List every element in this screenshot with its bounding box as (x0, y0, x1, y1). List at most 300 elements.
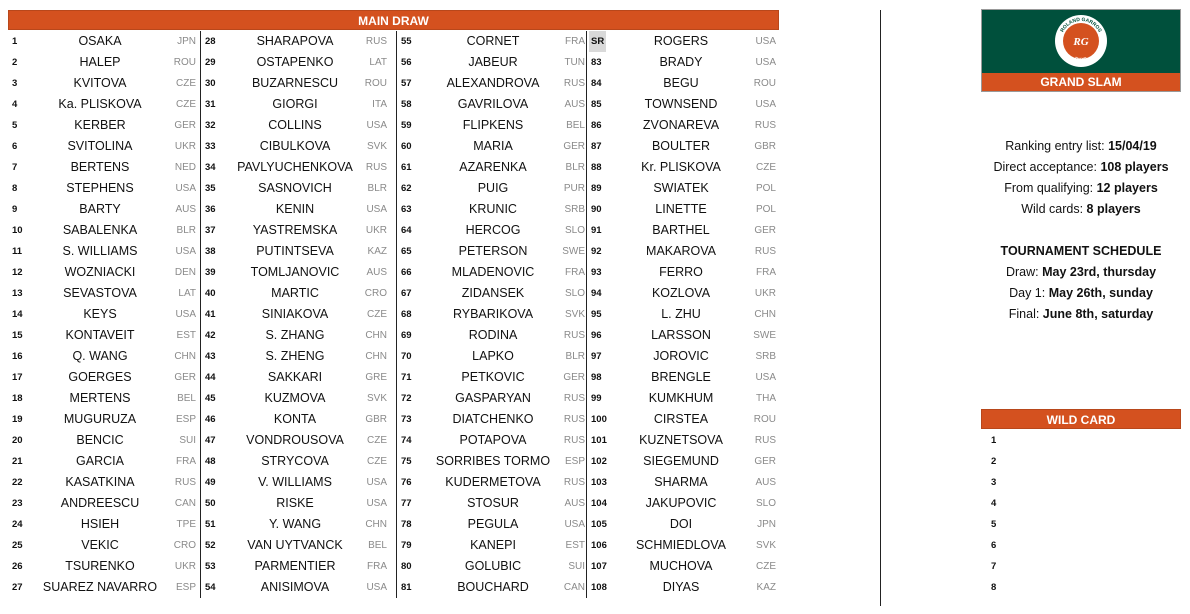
player-name: DIYAS (662, 580, 700, 594)
player-name: PETKOVIC (461, 370, 525, 384)
draw-row (587, 178, 780, 199)
player-country: GER (174, 372, 196, 383)
draw-number: 68 (401, 309, 412, 320)
player-country: SRB (755, 351, 776, 362)
draw-number: 106 (591, 540, 607, 551)
player-country: GER (754, 456, 776, 467)
draw-row (201, 199, 397, 220)
player-name: SEVASTOVA (63, 286, 137, 300)
player-name: RODINA (468, 328, 518, 342)
draw-row (587, 73, 780, 94)
player-name: KUDERMETOVA (445, 475, 541, 489)
player-country: ITA (372, 99, 387, 110)
player-country: POL (755, 204, 776, 215)
player-name: YASTREMSKA (252, 223, 338, 237)
player-name: MUGURUZA (63, 412, 137, 426)
player-name: SVITOLINA (67, 139, 133, 153)
draw-row (201, 262, 397, 283)
draw-row (397, 409, 587, 430)
player-name: PEGULA (467, 517, 519, 531)
player-country: SVK (366, 393, 387, 404)
draw-row (8, 388, 200, 409)
draw-number: 73 (401, 414, 412, 425)
draw-row (587, 220, 780, 241)
draw-number: 91 (591, 225, 602, 236)
draw-number: 45 (205, 393, 216, 404)
draw-row (587, 304, 780, 325)
draw-number: 23 (12, 498, 23, 509)
draw-number: 59 (401, 120, 412, 131)
draw-number: 38 (205, 246, 216, 257)
draw-number: 48 (205, 456, 216, 467)
draw-number: 1 (12, 36, 18, 47)
ranking-entry (981, 136, 1181, 157)
player-name: SINIAKOVA (261, 307, 329, 321)
player-name: V. WILLIAMS (258, 475, 332, 489)
draw-row (397, 367, 587, 388)
draw-row (587, 262, 780, 283)
player-country: ESP (175, 582, 196, 593)
player-country: GER (754, 225, 776, 236)
wild-cards-count (981, 199, 1181, 220)
draw-number: 81 (401, 582, 412, 593)
player-name: S. WILLIAMS (62, 244, 138, 258)
draw-number: 12 (12, 267, 23, 278)
draw-number: 27 (12, 582, 23, 593)
player-name: S. ZHENG (265, 349, 325, 363)
player-country: SWE (753, 330, 776, 341)
draw-number: 70 (401, 351, 412, 362)
draw-row (8, 472, 200, 493)
draw-number: 93 (591, 267, 602, 278)
player-name: MARTIC (271, 286, 319, 300)
draw-number: 77 (401, 498, 412, 509)
draw-row (397, 514, 587, 535)
draw-number: 66 (401, 267, 412, 278)
wild-card-slot: 1 (991, 435, 997, 446)
player-name: KRUNIC (469, 202, 517, 216)
draw-label: Draw: (1005, 265, 1043, 279)
draw-row (397, 52, 587, 73)
player-country: SVK (366, 141, 387, 152)
player-country: CHN (174, 351, 196, 362)
draw-number: 107 (591, 561, 607, 572)
player-name: DOI (669, 517, 693, 531)
draw-number: 76 (401, 477, 412, 488)
draw-number: 103 (591, 477, 607, 488)
draw-row (587, 409, 780, 430)
draw-row (587, 556, 780, 577)
draw-number: 60 (401, 141, 412, 152)
draw-row (201, 220, 397, 241)
draw-column-4 (586, 31, 780, 598)
player-country: CHN (754, 309, 776, 320)
draw-row (201, 178, 397, 199)
player-name: L. ZHU (661, 307, 701, 321)
draw-row (201, 283, 397, 304)
draw-row (587, 241, 780, 262)
player-name: ALEXANDROVA (446, 76, 540, 90)
player-country: TUN (564, 57, 585, 68)
player-country: USA (755, 372, 776, 383)
player-country: BEL (368, 540, 387, 551)
player-name: KVITOVA (73, 76, 127, 90)
player-name: FERRO (659, 265, 703, 279)
player-name: KUZNETSOVA (639, 433, 723, 447)
draw-row (587, 577, 780, 598)
draw-number: 19 (12, 414, 23, 425)
player-name: SUAREZ NAVARRO (42, 580, 158, 594)
wild-card-slot: 8 (991, 582, 997, 593)
draw-row (201, 325, 397, 346)
draw-number: 50 (205, 498, 216, 509)
draw-number: 52 (205, 540, 216, 551)
draw-row (201, 157, 397, 178)
draw-number: 54 (205, 582, 216, 593)
draw-row (587, 451, 780, 472)
player-name: SHARAPOVA (256, 34, 334, 48)
draw-row (201, 472, 397, 493)
draw-number: 7 (12, 162, 18, 173)
draw-number: 39 (205, 267, 216, 278)
player-name: Y. WANG (268, 517, 322, 531)
player-country: USA (366, 582, 387, 593)
draw-number: 24 (12, 519, 23, 530)
draw-number: 75 (401, 456, 412, 467)
schedule-title: TOURNAMENT SCHEDULE (1000, 244, 1162, 258)
draw-number: 98 (591, 372, 602, 383)
draw-row (587, 94, 780, 115)
draw-number: 104 (591, 498, 607, 509)
draw-row (8, 367, 200, 388)
draw-row (201, 430, 397, 451)
player-country: BLR (565, 351, 585, 362)
wild-card-list (981, 430, 1181, 598)
player-country: EST (176, 330, 196, 341)
player-country: CZE (756, 162, 776, 173)
draw-number: 72 (401, 393, 412, 404)
draw-row (8, 430, 200, 451)
draw-row (201, 31, 397, 52)
player-name: BOULTER (651, 139, 711, 153)
draw-row (8, 346, 200, 367)
draw-column-3 (396, 31, 587, 598)
player-country: USA (564, 519, 585, 530)
player-country: THA (756, 393, 776, 404)
draw-row (587, 514, 780, 535)
draw-row (8, 241, 200, 262)
player-name: HERCOG (465, 223, 521, 237)
player-country: JPN (757, 519, 776, 530)
draw-row (397, 94, 587, 115)
player-name: KENIN (275, 202, 315, 216)
player-country: BLR (565, 162, 585, 173)
player-country: USA (175, 309, 196, 320)
ranking-label: Ranking entry list: (1005, 139, 1109, 153)
player-country: SVK (564, 309, 585, 320)
draw-number: 9 (12, 204, 18, 215)
player-name: SHARMA (654, 475, 708, 489)
draw-row (587, 388, 780, 409)
draw-row (397, 451, 587, 472)
draw-number: 55 (401, 36, 412, 47)
player-name: SAKKARI (267, 370, 323, 384)
player-country: TPE (176, 519, 196, 530)
draw-row (8, 409, 200, 430)
player-country: GBR (365, 414, 387, 425)
player-country: FRA (176, 456, 196, 467)
draw-number: 101 (591, 435, 607, 446)
player-country: CZE (367, 456, 387, 467)
player-country: AUS (564, 498, 585, 509)
player-country: PUR (563, 183, 585, 194)
player-country: ROU (364, 78, 387, 89)
player-country: UKR (365, 225, 387, 236)
draw-number: 88 (591, 162, 602, 173)
player-country: USA (755, 99, 776, 110)
player-name: Ka. PLISKOVA (58, 97, 142, 111)
draw-row (201, 367, 397, 388)
logo-lettering (1055, 15, 1107, 67)
player-name: SWIATEK (653, 181, 709, 195)
player-country: BEL (566, 120, 585, 131)
player-country: SLO (564, 225, 585, 236)
player-name: TOWNSEND (644, 97, 718, 111)
direct-acceptance (981, 157, 1181, 178)
from-qualifying (981, 178, 1181, 199)
draw-number: SR (589, 31, 606, 52)
player-name: KASATKINA (65, 475, 135, 489)
direct-label: Direct acceptance: (993, 160, 1101, 174)
schedule-draw (981, 262, 1181, 283)
draw-row (8, 535, 200, 556)
draw-number: 64 (401, 225, 412, 236)
player-country: USA (366, 498, 387, 509)
draw-row (201, 535, 397, 556)
player-country: USA (755, 36, 776, 47)
draw-number: 30 (205, 78, 216, 89)
draw-number: 33 (205, 141, 216, 152)
player-country: POL (755, 183, 776, 194)
draw-number: 53 (205, 561, 216, 572)
draw-row (587, 31, 780, 52)
player-country: FRA (756, 267, 776, 278)
draw-row (587, 535, 780, 556)
draw-row (587, 367, 780, 388)
player-country: RUS (563, 78, 585, 89)
player-country: CZE (367, 309, 387, 320)
draw-row (587, 52, 780, 73)
player-country: RUS (174, 477, 196, 488)
player-name: MUCHOVA (649, 559, 713, 573)
player-name: LINETTE (655, 202, 707, 216)
draw-row (201, 556, 397, 577)
draw-row (201, 241, 397, 262)
qual-label: From qualifying: (1004, 181, 1097, 195)
draw-number: 78 (401, 519, 412, 530)
player-country: UKR (174, 561, 196, 572)
draw-row (397, 136, 587, 157)
player-country: AUS (564, 99, 585, 110)
player-name: STOSUR (467, 496, 519, 510)
player-name: KUMKHUM (648, 391, 714, 405)
svg-text:PARIS: PARIS (1074, 55, 1088, 63)
player-country: FRA (565, 36, 585, 47)
wild-card-slot: 6 (991, 540, 997, 551)
player-country: CZE (176, 78, 196, 89)
qual-value: 12 players (1096, 181, 1158, 195)
draw-row (201, 493, 397, 514)
player-country: USA (366, 204, 387, 215)
draw-number: 90 (591, 204, 602, 215)
player-name: CIBULKOVA (259, 139, 331, 153)
player-name: KONTA (273, 412, 317, 426)
draw-number: 80 (401, 561, 412, 572)
player-country: BLR (367, 183, 387, 194)
draw-row (397, 304, 587, 325)
player-country: ESP (175, 414, 196, 425)
draw-row (201, 115, 397, 136)
draw-row (587, 115, 780, 136)
draw-number: 65 (401, 246, 412, 257)
draw-number: 99 (591, 393, 602, 404)
player-name: PUIG (477, 181, 509, 195)
player-name: KOZLOVA (651, 286, 711, 300)
player-country: USA (366, 477, 387, 488)
player-name: KANEPI (470, 538, 516, 552)
player-name: ANDREESCU (60, 496, 140, 510)
wild-label: Wild cards: (1021, 202, 1087, 216)
player-name: CORNET (466, 34, 520, 48)
draw-row (8, 52, 200, 73)
player-country: GBR (754, 141, 776, 152)
player-country: ROU (753, 78, 776, 89)
draw-row (8, 514, 200, 535)
draw-row (8, 556, 200, 577)
draw-row (8, 220, 200, 241)
player-country: SUI (179, 435, 196, 446)
draw-number: 61 (401, 162, 412, 173)
player-name: GASPARYAN (455, 391, 531, 405)
draw-row (397, 241, 587, 262)
player-country: RUS (563, 414, 585, 425)
draw-row (397, 115, 587, 136)
draw-number: 20 (12, 435, 23, 446)
draw-number: 62 (401, 183, 412, 194)
player-country: ESP (564, 456, 585, 467)
draw-number: 5 (12, 120, 18, 131)
draw-row (201, 346, 397, 367)
draw-number: 26 (12, 561, 23, 572)
draw-row (397, 346, 587, 367)
player-country: RUS (754, 246, 776, 257)
draw-number: 32 (205, 120, 216, 131)
draw-row (8, 157, 200, 178)
draw-number: 4 (12, 99, 18, 110)
draw-row (397, 556, 587, 577)
player-name: BARTHEL (652, 223, 710, 237)
player-country: CRO (364, 288, 387, 299)
draw-row (201, 514, 397, 535)
player-name: ZIDANSEK (461, 286, 525, 300)
draw-row (201, 577, 397, 598)
player-country: UKR (754, 288, 776, 299)
draw-number: 35 (205, 183, 216, 194)
vertical-divider (880, 10, 881, 606)
player-name: Kr. PLISKOVA (641, 160, 721, 174)
player-name: POTAPOVA (459, 433, 527, 447)
draw-row (587, 199, 780, 220)
draw-number: 17 (12, 372, 23, 383)
draw-number: 34 (205, 162, 216, 173)
draw-number: 22 (12, 477, 23, 488)
final-label: Final: (1008, 307, 1043, 321)
draw-row (8, 199, 200, 220)
draw-row (397, 493, 587, 514)
draw-number: 84 (591, 78, 602, 89)
player-name: BUZARNESCU (251, 76, 339, 90)
player-name: VONDROUSOVA (246, 433, 344, 447)
draw-row (397, 31, 587, 52)
player-name: PARMENTIER (254, 559, 336, 573)
draw-row (397, 73, 587, 94)
draw-number: 79 (401, 540, 412, 551)
draw-row (8, 262, 200, 283)
player-country: RUS (563, 435, 585, 446)
draw-number: 3 (12, 78, 18, 89)
player-name: BRENGLE (651, 370, 711, 384)
draw-number: 8 (12, 183, 18, 194)
draw-number: 100 (591, 414, 607, 425)
draw-number: 6 (12, 141, 18, 152)
draw-number: 47 (205, 435, 216, 446)
player-name: BRADY (659, 55, 703, 69)
player-country: RUS (365, 162, 387, 173)
draw-number: 97 (591, 351, 602, 362)
player-name: GOLUBIC (464, 559, 522, 573)
player-country: BEL (177, 393, 196, 404)
player-country: SLO (755, 498, 776, 509)
player-country: CHN (365, 519, 387, 530)
wild-card-slot: 3 (991, 477, 997, 488)
draw-row (397, 262, 587, 283)
draw-row (8, 178, 200, 199)
player-name: SCHMIEDLOVA (635, 538, 727, 552)
player-name: DIATCHENKO (452, 412, 534, 426)
draw-number: 56 (401, 57, 412, 68)
draw-number: 16 (12, 351, 23, 362)
draw-number: 95 (591, 309, 602, 320)
player-name: WOZNIACKI (64, 265, 136, 279)
draw-row (8, 115, 200, 136)
player-country: EST (565, 540, 585, 551)
draw-row (397, 325, 587, 346)
player-name: BEGU (663, 76, 699, 90)
draw-number: 36 (205, 204, 216, 215)
player-country: USA (755, 57, 776, 68)
player-country: RUS (563, 330, 585, 341)
player-name: BOUCHARD (457, 580, 529, 594)
draw-number: 13 (12, 288, 23, 299)
player-country: ROU (173, 57, 196, 68)
player-name: JABEUR (468, 55, 518, 69)
draw-row (8, 451, 200, 472)
player-country: JPN (177, 36, 196, 47)
player-name: STRYCOVA (261, 454, 329, 468)
draw-row (587, 283, 780, 304)
player-country: RUS (754, 120, 776, 131)
player-name: KONTAVEIT (65, 328, 135, 342)
